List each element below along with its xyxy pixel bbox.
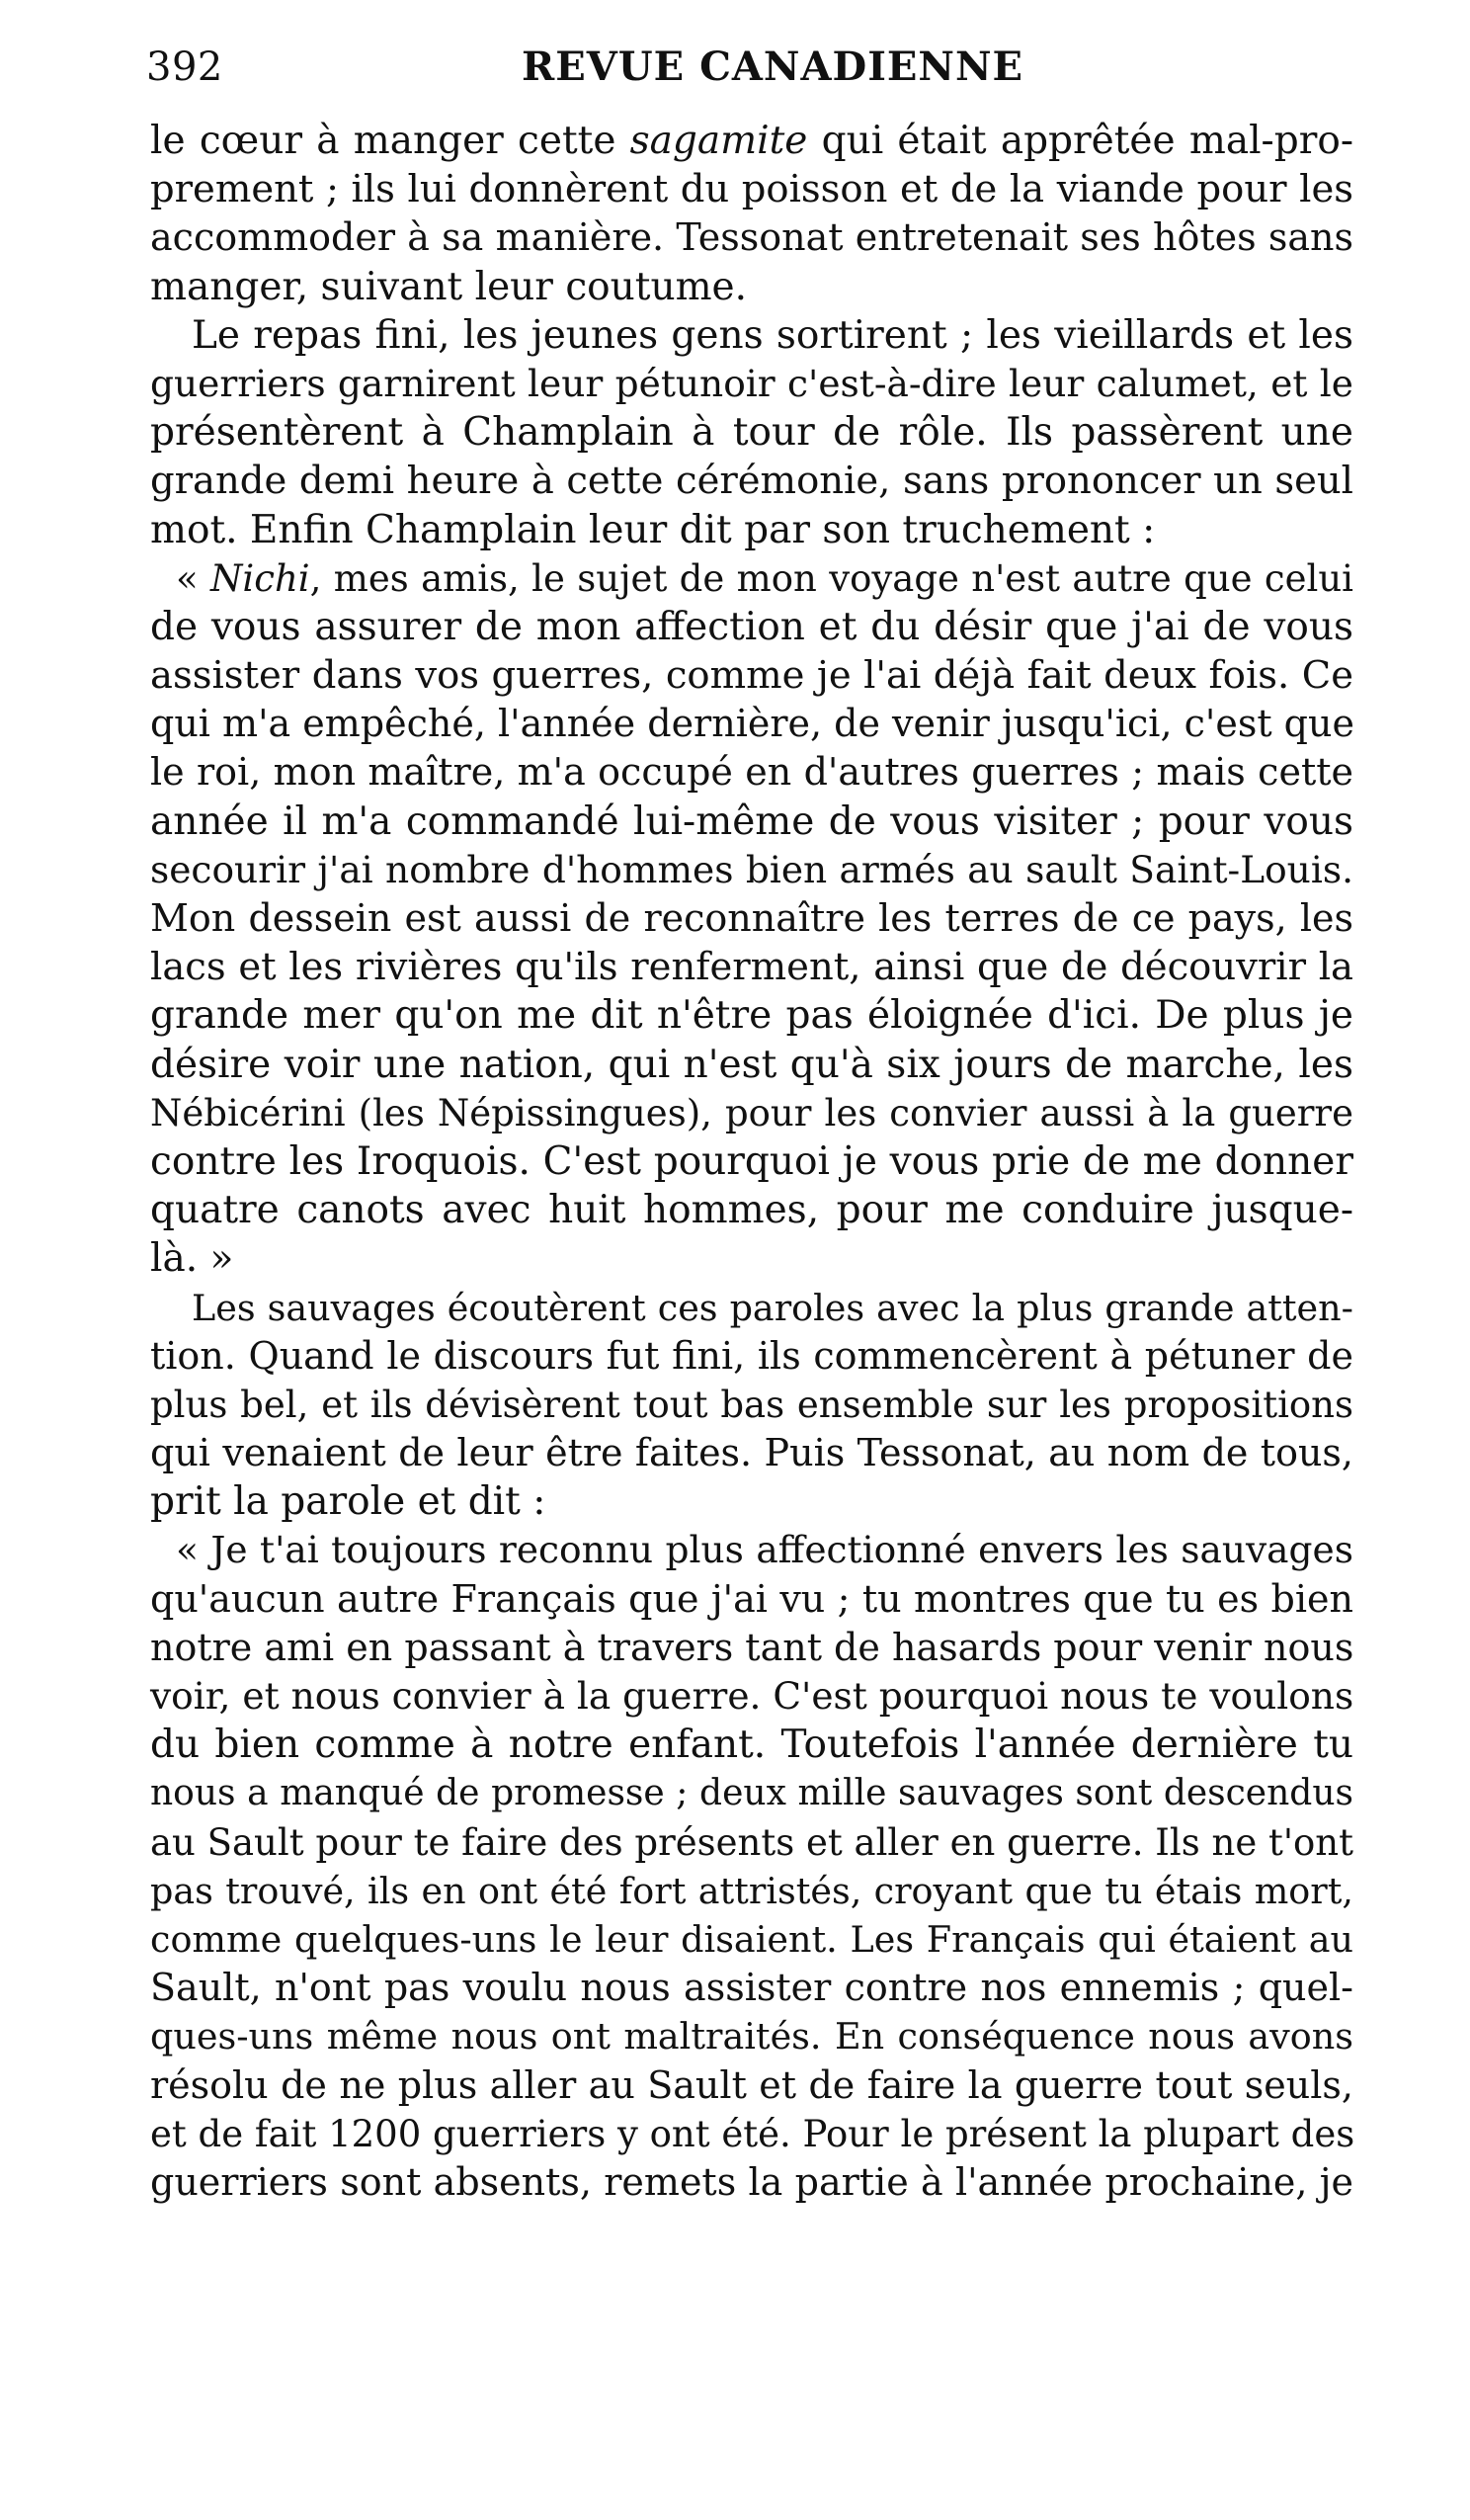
- text-line: présentèrent à Champlain à tour de rôle. Ils passèrent une: [150, 410, 1353, 456]
- text-line: Nébicérini (les Népissingues), pour les convier aussi à la guerre: [150, 1091, 1353, 1134]
- page-number: 392: [146, 44, 223, 90]
- text-line: résolu de ne plus aller au Sault et de faire la guerre tout seuls,: [150, 2062, 1353, 2107]
- text-line: ques-uns même nous ont maltraités. En conséquence nous avons: [150, 2015, 1353, 2058]
- quoted-speech: [150, 554, 1353, 1284]
- text-line: assister dans vos guerres, comme je l'ai déjà fait deux fois. Ce: [150, 653, 1353, 699]
- text-line: qui venaient de leur être faites. Puis Tessonat, au nom de tous,: [150, 1431, 1353, 1475]
- text-line: le cœur à manger cette sagamite qui était apprêtée mal-pro-: [150, 119, 1353, 163]
- text-line: comme quelques-uns le leur disaient. Les Français qui étaient au: [150, 1917, 1353, 1961]
- paragraph: [150, 1284, 1353, 1527]
- text-line: Les sauvages écoutèrent ces paroles avec la plus grande atten-: [192, 1286, 1353, 1329]
- text-line: accommoder à sa manière. Tessonat entretenait ses hôtes sans: [150, 215, 1353, 260]
- text-line: manger, suivant leur coutume.: [150, 264, 748, 309]
- text-line: le roi, mon maître, m'a occupé en d'autres guerres ; mais cette: [150, 750, 1353, 795]
- text-line: année il m'a commandé lui-même de vous visiter ; pour vous: [150, 798, 1353, 844]
- text-line: Sault, n'ont pas voulu nous assister contre nos ennemis ; quel-: [150, 1966, 1353, 2010]
- text-line: tion. Quand le discours fut fini, ils commencèrent à pétuner de: [150, 1333, 1353, 1378]
- quoted-speech: [150, 1526, 1353, 2207]
- italic-term: sagamite: [629, 119, 808, 163]
- text-line: Le repas fini, les jeunes gens sortirent ; les vieillards et les: [192, 312, 1353, 358]
- text-line: secourir j'ai nombre d'hommes bien armés au sault Saint-Louis.: [150, 847, 1353, 891]
- text-line: quatre canots avec huit hommes, pour me conduire jusque-: [150, 1188, 1353, 1233]
- paragraph: [150, 311, 1353, 554]
- text-line: « Nichi, mes amis, le sujet de mon voyage n'est autre que celui: [176, 556, 1353, 600]
- text-line: pas trouvé, ils en ont été fort attristés, croyant que tu étais mort,: [150, 1869, 1353, 1912]
- text-line: grande demi heure à cette cérémonie, sans prononcer un seul: [150, 459, 1353, 504]
- running-header: [146, 38, 1355, 97]
- text-line: désire voir une nation, qui n'est qu'à six jours de marche, les: [150, 1042, 1353, 1087]
- text-line: là. »: [150, 1236, 234, 1282]
- text-line: voir, et nous convier à la guerre. C'est pourquoi nous te voulons: [150, 1674, 1354, 1718]
- text-line: et de fait 1200 guerriers y ont été. Pour le présent la plupart des: [150, 2112, 1355, 2155]
- text-line: plus bel, et ils dévisèrent tout bas ensemble sur les propositions: [150, 1383, 1353, 1426]
- body-text: [150, 117, 1353, 2207]
- text-line: nous a manqué de promesse ; deux mille sauvages sont descendus: [150, 1773, 1353, 1814]
- text-line: contre les Iroquois. C'est pourquoi je vous prie de me donner: [150, 1138, 1353, 1184]
- running-title: REVUE CANADIENNE: [522, 43, 1024, 90]
- text-line: Mon dessein est aussi de reconnaître les terres de ce pays, les: [150, 896, 1353, 940]
- text-line: « Je t'ai toujours reconnu plus affectionné envers les sauvages: [176, 1528, 1353, 1572]
- text-line: guerriers sont absents, remets la partie à l'année prochaine, je: [150, 2159, 1353, 2204]
- text-line: du bien comme à notre enfant. Toutefois l'année dernière tu: [150, 1722, 1353, 1768]
- text-line: mot. Enfin Champlain leur dit par son truchement :: [150, 507, 1156, 552]
- text-line: lacs et les rivières qu'ils renferment, ainsi que de découvrir la: [150, 945, 1353, 990]
- italic-term: Nichi: [210, 556, 310, 600]
- text-line: au Sault pour te faire des présents et aller en guerre. Ils ne t'ont: [150, 1820, 1353, 1864]
- paragraph: [150, 117, 1353, 311]
- text-line: prement ; ils lui donnèrent du poisson et de la viande pour les: [150, 167, 1353, 212]
- text-line: guerriers garnirent leur pétunoir c'est-à-dire leur calumet, et le: [150, 361, 1353, 405]
- text-line: notre ami en passant à travers tant de hasards pour venir nous: [150, 1625, 1354, 1669]
- text-line: qu'aucun autre Français que j'ai vu ; tu montres que tu es bien: [150, 1576, 1353, 1621]
- text-line: qui m'a empêché, l'année dernière, de venir jusqu'ici, c'est que: [150, 702, 1354, 746]
- text-line: prit la parole et dit :: [150, 1479, 546, 1525]
- text-line: de vous assurer de mon affection et du désir que j'ai de vous: [150, 604, 1353, 649]
- text-line: grande mer qu'on me dit n'être pas éloignée d'ici. De plus je: [150, 993, 1353, 1039]
